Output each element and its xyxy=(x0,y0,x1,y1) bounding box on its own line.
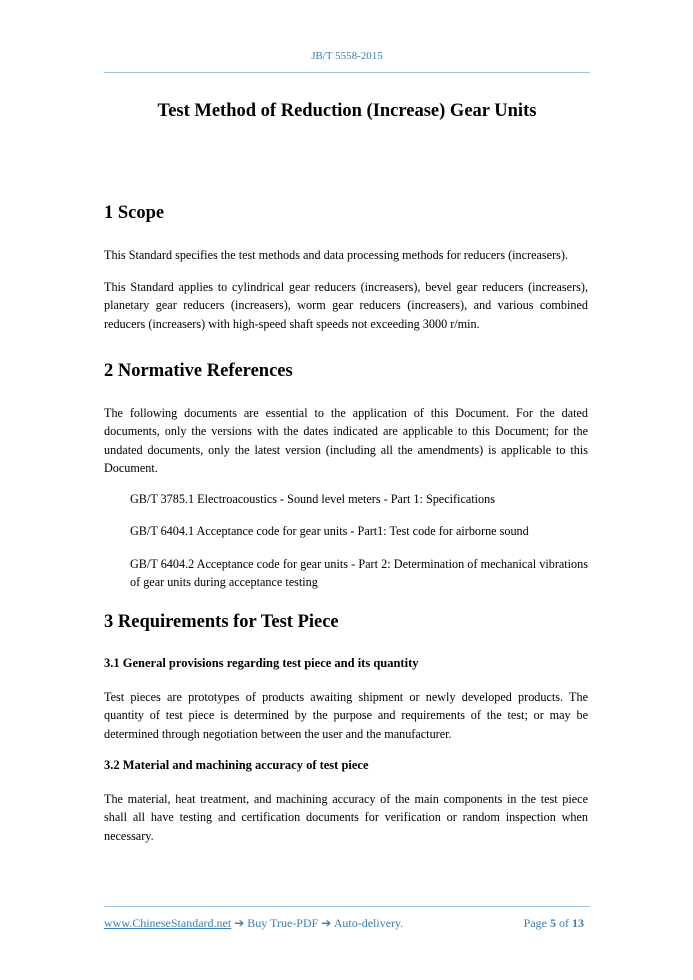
reference-item: GB/T 3785.1 Electroacoustics - Sound level meters - Part 1: Specifications xyxy=(130,492,495,506)
scope-paragraph-1: This Standard specifies the test methods and data processing methods for reducers (increasers). xyxy=(104,248,568,262)
subsection-heading-3-2: 3.2 Material and machining accuracy of test piece xyxy=(104,758,369,772)
footer-promo xyxy=(104,916,403,931)
subsection-3-2-paragraph: The material, heat treatment, and machining accuracy of the main components in the test piece shall all have testing and certification documents for verification or random inspection when necessary. xyxy=(104,792,588,843)
arrow-icon: ➔ xyxy=(321,916,332,930)
running-header: JB/T 5558-2015 xyxy=(311,50,383,62)
page-number xyxy=(524,916,584,931)
reference-item: GB/T 6404.1 Acceptance code for gear units - Part1: Test code for airborne sound xyxy=(130,524,529,538)
subsection-heading-3-1: 3.1 General provisions regarding test piece and its quantity xyxy=(104,656,419,670)
reference-item: GB/T 6404.2 Acceptance code for gear units - Part 2: Determination of mechanical vibrations of gear units during acceptance testing xyxy=(130,557,588,590)
arrow-icon: ➔ xyxy=(234,916,245,930)
total-pages: 13 xyxy=(572,916,584,930)
buy-true-pdf-text: Buy True-PDF xyxy=(247,916,319,930)
page-label: Page xyxy=(523,916,547,930)
section-heading-requirements: 3 Requirements for Test Piece xyxy=(104,612,339,632)
document-title: Test Method of Reduction (Increase) Gear Units xyxy=(157,101,537,121)
normative-paragraph: The following documents are essential to the application of this Document. For the dated documents, only the versions with the dates indicated are applicable to this Document; for the undated documents, only the latest version (including all the amendments) is applicable to this Document. xyxy=(104,406,588,475)
page-of-label: of xyxy=(559,916,569,930)
section-heading-normative-references: 2 Normative References xyxy=(104,361,293,381)
header-divider xyxy=(104,72,590,73)
subsection-3-1-paragraph: Test pieces are prototypes of products awaiting shipment or newly developed products. The quantity of test piece is determined by the purpose and requirements of the test; or may be determined through negotiation between the user and the manufacturer. xyxy=(104,690,588,741)
current-page: 5 xyxy=(550,916,556,930)
section-heading-scope: 1 Scope xyxy=(104,203,165,223)
scope-paragraph-2: This Standard applies to cylindrical gear reducers (increasers), bevel gear reducers (increasers), planetary gear reducers (increasers), worm gear reducers (increasers), and various combined reducers (increasers) with high-speed shaft speeds not exceeding 3000 r/min. xyxy=(104,280,588,331)
footer-divider xyxy=(104,906,590,907)
auto-delivery-text: Auto-delivery. xyxy=(333,916,404,930)
website-link[interactable]: www.ChineseStandard.net xyxy=(104,916,232,930)
